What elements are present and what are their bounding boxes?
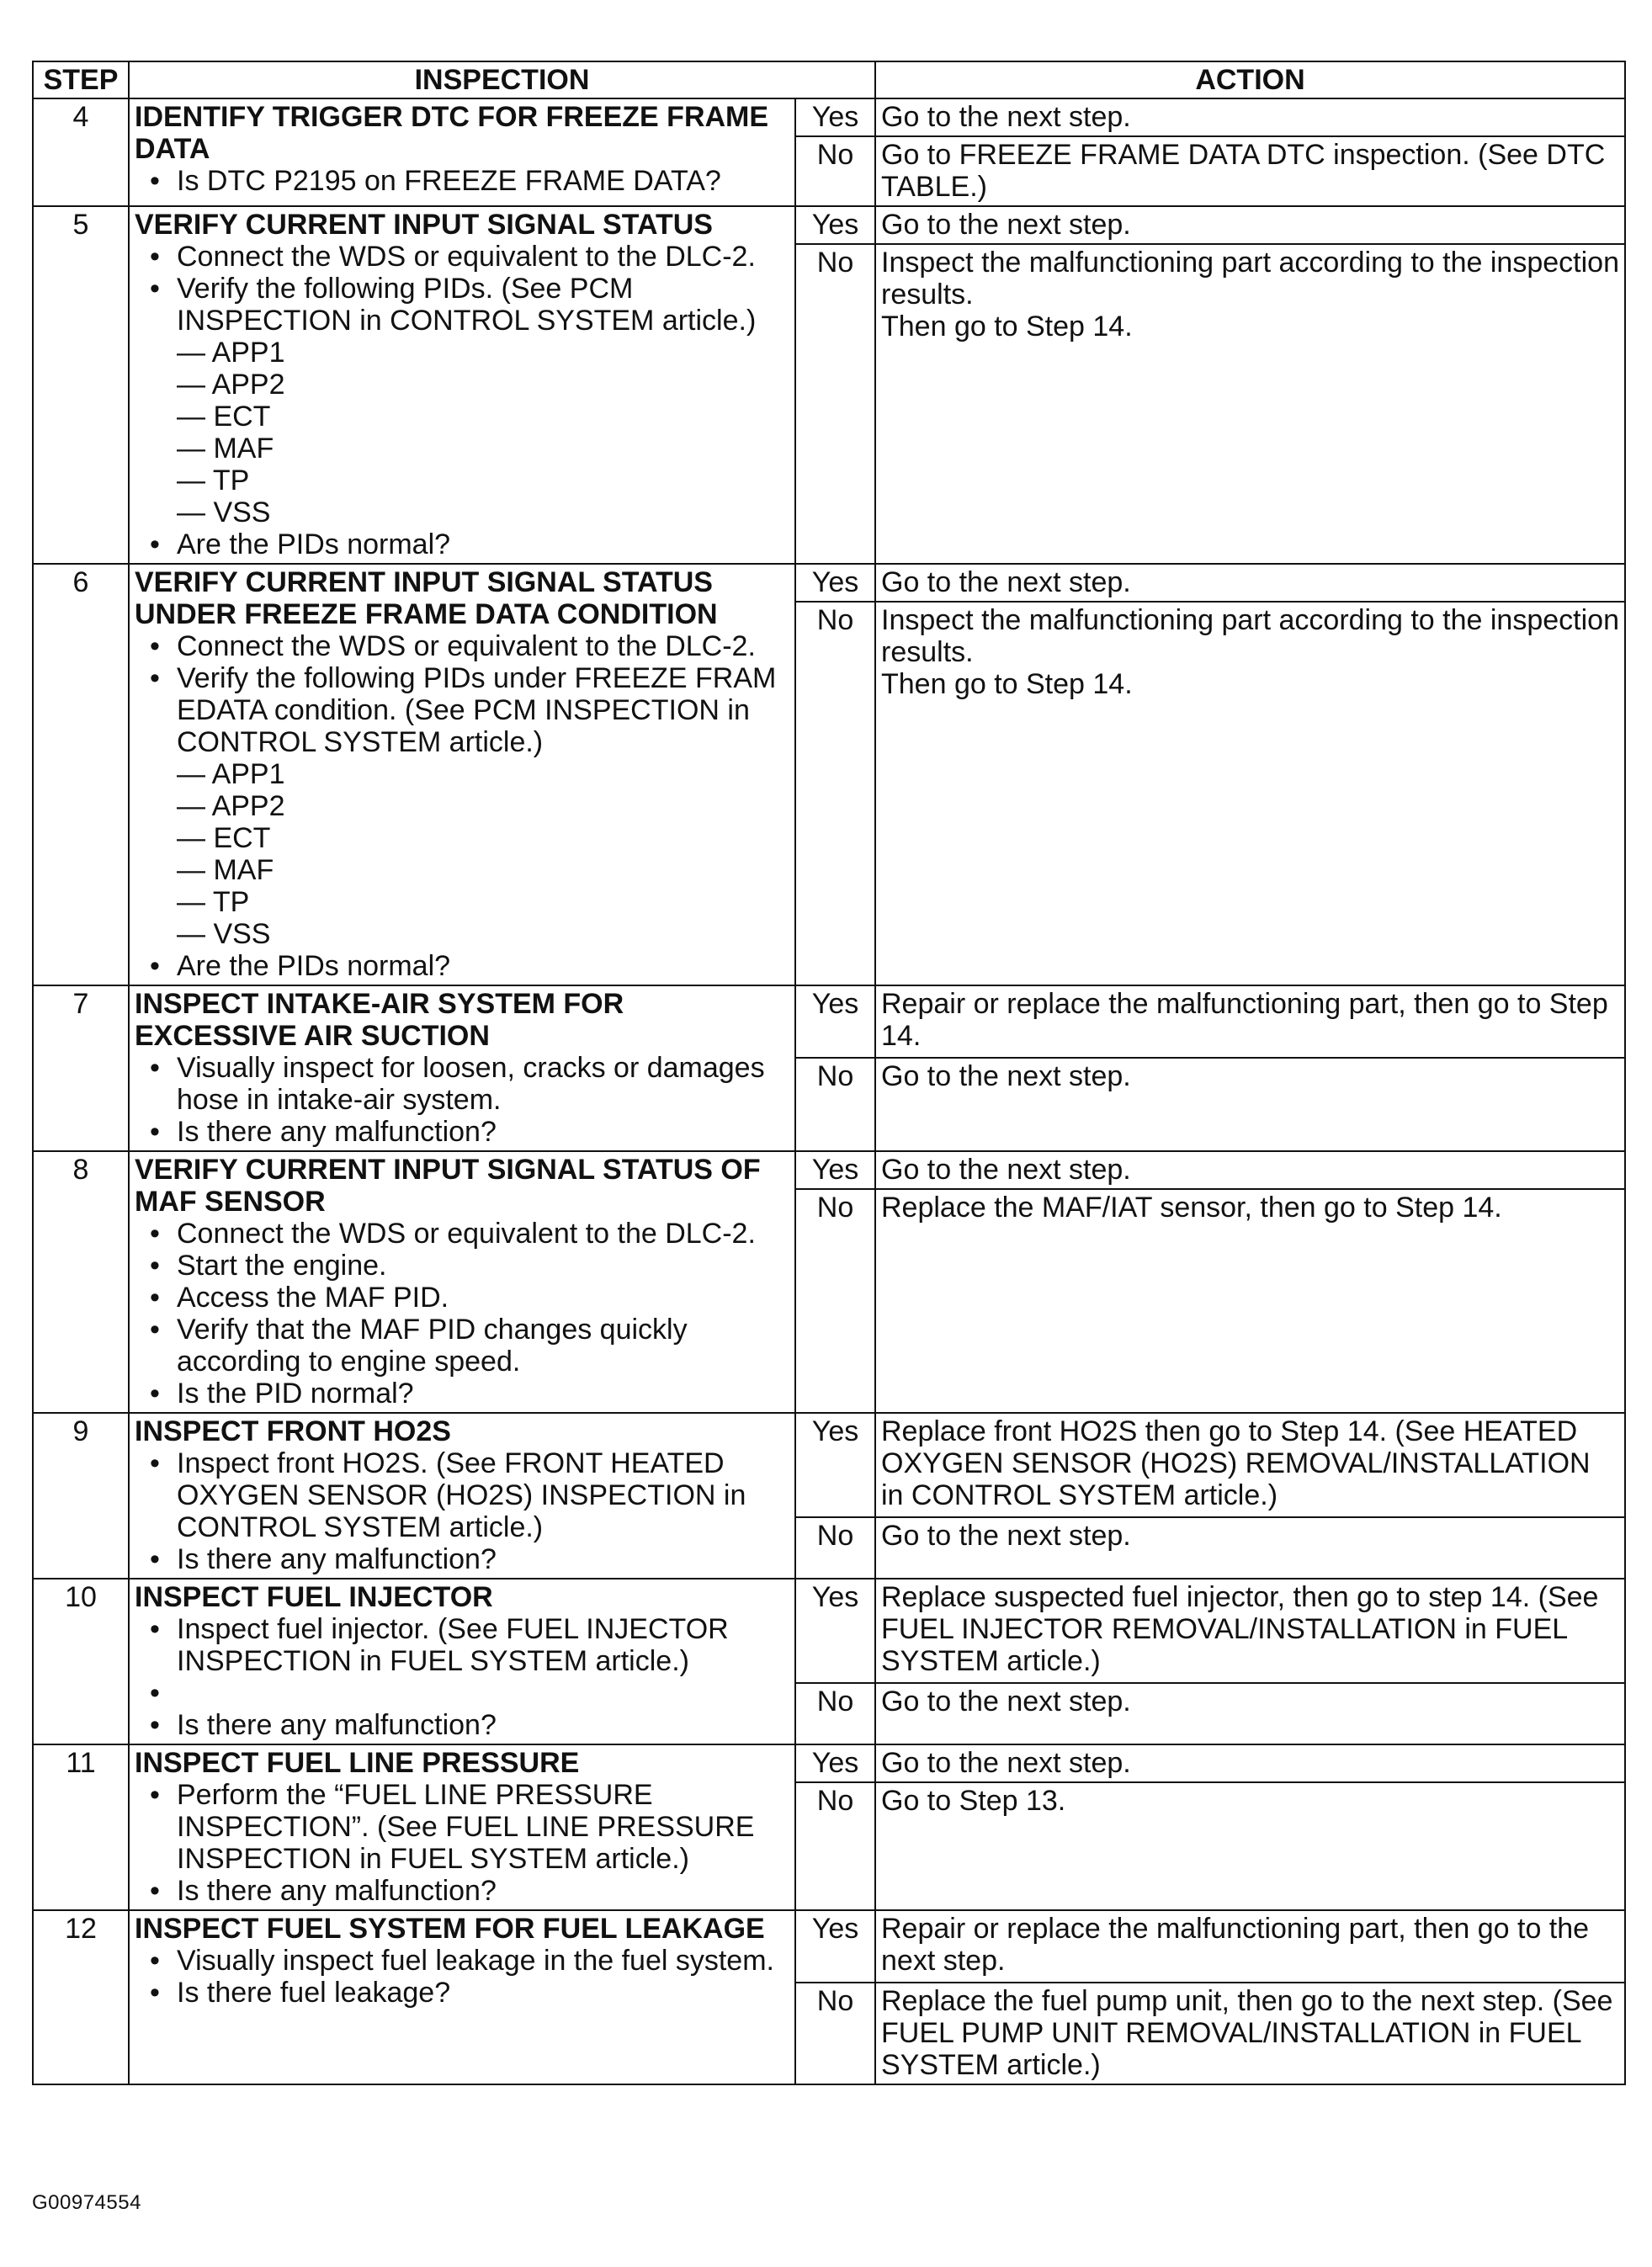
pid-item: — APP2 bbox=[177, 790, 285, 822]
yes-action: Repair or replace the malfunctioning part, then go to the next step. bbox=[875, 1910, 1625, 1983]
list-item: • Inspect fuel injector. (See FUEL INJECTOR INSPECTION in FUEL SYSTEM article.) bbox=[177, 1613, 789, 1677]
list-item: • Connect the WDS or equivalent to the DLC-2. bbox=[177, 630, 789, 662]
bullet-list bbox=[135, 165, 789, 197]
no-action-followup: Then go to Step 14. bbox=[881, 311, 1133, 342]
list-item: • Inspect front HO2S. (See FRONT HEATED OXYGEN SENSOR (HO2S) INSPECTION in CONTROL SYSTEM article.) bbox=[177, 1447, 789, 1543]
step-title: INSPECT FRONT HO2S bbox=[135, 1415, 451, 1447]
list-item: • Is DTC P2195 on FREEZE FRAME DATA? bbox=[177, 165, 789, 197]
step-number: 4 bbox=[33, 98, 129, 206]
table-row bbox=[33, 564, 1625, 602]
no-action: Go to the next step. bbox=[875, 1517, 1625, 1579]
list-item: • Connect the WDS or equivalent to the DLC-2. bbox=[177, 1218, 789, 1250]
list-item: • Verify that the MAF PID changes quickly according to engine speed. bbox=[177, 1314, 789, 1378]
table-row bbox=[33, 1151, 1625, 1189]
bullet-list bbox=[135, 1218, 789, 1410]
pid-list bbox=[177, 337, 789, 528]
list-item-text: • Verify the following PIDs under FREEZE FRAM EDATA condition. (See PCM INSPECTION in CONTROL SYSTEM article.) bbox=[177, 662, 777, 758]
bullet-list bbox=[135, 1052, 789, 1148]
list-item: • Visually inspect fuel leakage in the fuel system. bbox=[177, 1945, 789, 1977]
inspection-cell bbox=[129, 1579, 795, 1744]
pid-item: — ECT bbox=[177, 401, 271, 433]
list-item: • Is there any malfunction? bbox=[177, 1543, 789, 1575]
bullet-list bbox=[135, 1613, 789, 1741]
step-number: 10 bbox=[33, 1579, 129, 1744]
yes-action: Go to the next step. bbox=[875, 98, 1625, 136]
yes-label: Yes bbox=[795, 1744, 875, 1782]
no-label: No bbox=[795, 244, 875, 564]
table-row bbox=[33, 98, 1625, 136]
no-action-followup: Then go to Step 14. bbox=[881, 668, 1133, 700]
list-item: • Is there any malfunction? bbox=[177, 1709, 789, 1741]
table-row bbox=[33, 1579, 1625, 1683]
inspection-cell bbox=[129, 1744, 795, 1910]
bullet-list bbox=[135, 1779, 789, 1907]
no-action: Go to FREEZE FRAME DATA DTC inspection. (See DTC TABLE.) bbox=[875, 136, 1625, 206]
inspection-cell bbox=[129, 98, 795, 206]
inspection-cell bbox=[129, 1910, 795, 2084]
no-label: No bbox=[795, 1189, 875, 1413]
bullet-list bbox=[135, 1945, 789, 2009]
table-row bbox=[33, 985, 1625, 1058]
pid-item: — VSS bbox=[177, 918, 271, 950]
list-item: • Start the engine. bbox=[177, 1250, 789, 1282]
inspection-cell bbox=[129, 1413, 795, 1579]
header-inspection: INSPECTION bbox=[129, 61, 875, 98]
inspection-cell bbox=[129, 206, 795, 564]
pid-item: — TP bbox=[177, 886, 250, 918]
yes-label: Yes bbox=[795, 206, 875, 244]
pid-item: — VSS bbox=[177, 496, 271, 528]
no-action: Go to Step 13. bbox=[875, 1782, 1625, 1910]
step-title: VERIFY CURRENT INPUT SIGNAL STATUS OF MAF SENSOR bbox=[135, 1154, 761, 1218]
no-label: No bbox=[795, 1058, 875, 1151]
step-title: INSPECT FUEL INJECTOR bbox=[135, 1581, 493, 1613]
no-label: No bbox=[795, 1683, 875, 1744]
no-label: No bbox=[795, 136, 875, 206]
no-action: Go to the next step. bbox=[875, 1683, 1625, 1744]
step-number: 9 bbox=[33, 1413, 129, 1579]
step-title: INSPECT FUEL SYSTEM FOR FUEL LEAKAGE bbox=[135, 1913, 765, 1945]
no-action-text: Inspect the malfunctioning part according to the inspection results. bbox=[881, 604, 1619, 668]
no-action: Replace the MAF/IAT sensor, then go to Step 14. bbox=[875, 1189, 1625, 1413]
header-action: ACTION bbox=[875, 61, 1625, 98]
diagnostic-table bbox=[32, 61, 1626, 2085]
table-row bbox=[33, 1744, 1625, 1782]
spacer bbox=[177, 1677, 789, 1709]
yes-label: Yes bbox=[795, 1413, 875, 1517]
inspection-cell bbox=[129, 1151, 795, 1413]
yes-action: Go to the next step. bbox=[875, 1744, 1625, 1782]
pid-item: — APP2 bbox=[177, 369, 285, 401]
list-item: • Are the PIDs normal? bbox=[177, 950, 789, 982]
yes-action: Repair or replace the malfunctioning part, then go to Step 14. bbox=[875, 985, 1625, 1058]
list-item bbox=[177, 662, 789, 950]
list-item: • Connect the WDS or equivalent to the DLC-2. bbox=[177, 241, 789, 273]
no-action: Replace the fuel pump unit, then go to the next step. (See FUEL PUMP UNIT REMOVAL/INSTALLATION in FUEL SYSTEM article.) bbox=[875, 1983, 1625, 2084]
step-number: 7 bbox=[33, 985, 129, 1151]
pid-item: — TP bbox=[177, 465, 250, 496]
yes-action: Replace front HO2S then go to Step 14. (See HEATED OXYGEN SENSOR (HO2S) REMOVAL/INSTALLATION in CONTROL SYSTEM article.) bbox=[875, 1413, 1625, 1517]
pid-item: — APP1 bbox=[177, 758, 285, 790]
step-number: 11 bbox=[33, 1744, 129, 1910]
yes-action: Go to the next step. bbox=[875, 206, 1625, 244]
yes-label: Yes bbox=[795, 1151, 875, 1189]
no-label: No bbox=[795, 1782, 875, 1910]
yes-label: Yes bbox=[795, 564, 875, 602]
bullet-list bbox=[135, 241, 789, 560]
table-row bbox=[33, 1910, 1625, 1983]
bullet-list bbox=[135, 630, 789, 982]
no-action bbox=[875, 244, 1625, 564]
yes-label: Yes bbox=[795, 1910, 875, 1983]
no-action bbox=[875, 602, 1625, 985]
step-number: 6 bbox=[33, 564, 129, 985]
pid-item: — APP1 bbox=[177, 337, 285, 369]
yes-action: Replace suspected fuel injector, then go to step 14. (See FUEL INJECTOR REMOVAL/INSTALLATION in FUEL SYSTEM article.) bbox=[875, 1579, 1625, 1683]
list-item: • Are the PIDs normal? bbox=[177, 528, 789, 560]
no-label: No bbox=[795, 602, 875, 985]
step-number: 5 bbox=[33, 206, 129, 564]
step-title: INSPECT INTAKE-AIR SYSTEM FOR EXCESSIVE AIR SUCTION bbox=[135, 988, 624, 1052]
table-row bbox=[33, 206, 1625, 244]
list-item: • Is there fuel leakage? bbox=[177, 1977, 789, 2009]
list-item: • Is there any malfunction? bbox=[177, 1116, 789, 1148]
list-item: • Is there any malfunction? bbox=[177, 1875, 789, 1907]
yes-action: Go to the next step. bbox=[875, 564, 1625, 602]
list-item: • Visually inspect for loosen, cracks or damages hose in intake-air system. bbox=[177, 1052, 789, 1116]
step-number: 12 bbox=[33, 1910, 129, 2084]
yes-label: Yes bbox=[795, 985, 875, 1058]
list-item: • Access the MAF PID. bbox=[177, 1282, 789, 1314]
step-title: INSPECT FUEL LINE PRESSURE bbox=[135, 1747, 580, 1779]
list-item bbox=[177, 273, 789, 528]
step-title: VERIFY CURRENT INPUT SIGNAL STATUS bbox=[135, 209, 713, 241]
inspection-cell bbox=[129, 564, 795, 985]
pid-item: — MAF bbox=[177, 854, 274, 886]
no-label: No bbox=[795, 1983, 875, 2084]
yes-label: Yes bbox=[795, 98, 875, 136]
bullet-list bbox=[135, 1447, 789, 1575]
pid-item: — MAF bbox=[177, 433, 274, 465]
figure-id: G00974554 bbox=[32, 2191, 141, 2214]
list-item: • Perform the “FUEL LINE PRESSURE INSPECTION”. (See FUEL LINE PRESSURE INSPECTION in FUEL SYSTEM article.) bbox=[177, 1779, 789, 1875]
step-title: IDENTIFY TRIGGER DTC FOR FREEZE FRAME DATA bbox=[135, 101, 769, 165]
step-title: VERIFY CURRENT INPUT SIGNAL STATUS UNDER FREEZE FRAME DATA CONDITION bbox=[135, 566, 718, 630]
header-step: STEP bbox=[33, 61, 129, 98]
diagnostic-procedure bbox=[32, 61, 1624, 2085]
no-action-text: Inspect the malfunctioning part according to the inspection results. bbox=[881, 247, 1619, 311]
table-header-row bbox=[33, 61, 1625, 98]
table-row bbox=[33, 1413, 1625, 1517]
list-item-text: • Verify the following PIDs. (See PCM INSPECTION in CONTROL SYSTEM article.) bbox=[177, 273, 757, 337]
no-action: Go to the next step. bbox=[875, 1058, 1625, 1151]
yes-action: Go to the next step. bbox=[875, 1151, 1625, 1189]
pid-item: — ECT bbox=[177, 822, 271, 854]
list-item: • Is the PID normal? bbox=[177, 1378, 789, 1410]
yes-label: Yes bbox=[795, 1579, 875, 1683]
inspection-cell bbox=[129, 985, 795, 1151]
pid-list bbox=[177, 758, 789, 950]
no-label: No bbox=[795, 1517, 875, 1579]
step-number: 8 bbox=[33, 1151, 129, 1413]
